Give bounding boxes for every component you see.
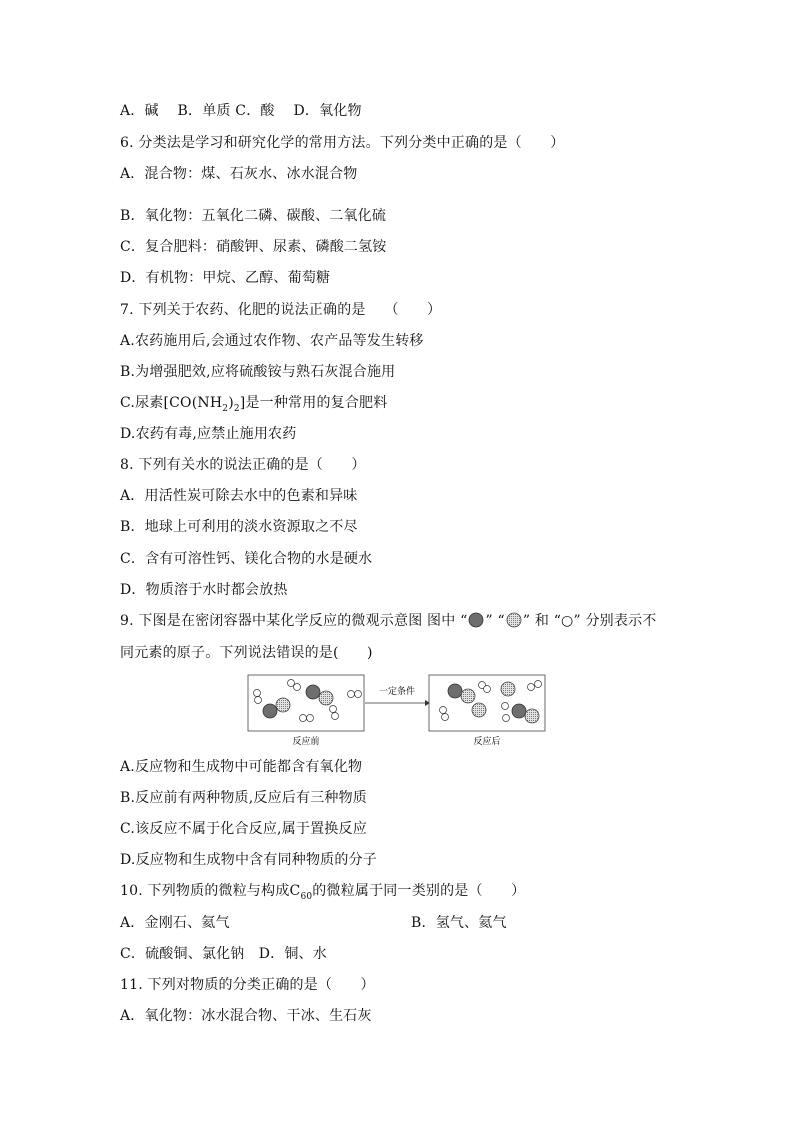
q10-text-a: 10. 下列物质的微粒与构成C [120, 883, 301, 899]
q10-text-b: 的微粒属于同一类别的是（ ） [312, 883, 526, 899]
q9-text-b: ” “ [485, 613, 505, 629]
q9-stem-line2: 同元素的原子。下列说法错误的是( ) [120, 645, 373, 661]
q6-option-d: D．有机物：甲烷、乙醇、葡萄糖 [120, 270, 331, 286]
q8-option-a: A．用活性炭可除去水中的色素和异味 [120, 488, 358, 504]
q9-option-b: B.反应前有两种物质,反应后有三种物质 [120, 790, 367, 806]
q7-c-sub: 2 [222, 403, 229, 414]
q9-option-d: D.反应物和生成物中含有同种物质的分子 [120, 852, 377, 868]
q7-c-text2: ) [228, 395, 234, 411]
q9-text-c: ” 和 “○” 分别表示不 [522, 613, 657, 629]
q9-text-a: 9. 下图是在密闭容器中某化学反应的微观示意图 图中 “ [120, 613, 468, 629]
reaction-arrow [365, 685, 430, 706]
after-label: 反应后 [473, 737, 501, 747]
q7-c-sub2: 2 [233, 403, 240, 414]
before-box [248, 675, 364, 731]
q7-option-a: A.农药施用后,会通过农作物、农产品等发生转移 [120, 333, 424, 349]
q10-stem [120, 881, 525, 907]
reaction-diagram [247, 672, 547, 752]
dark-atom-icon [467, 612, 485, 628]
q10-sub: 60 [300, 891, 313, 902]
q7-option-b: B.为增强肥效,应将硫酸铵与熟石灰混合施用 [120, 364, 396, 380]
q5-options: A．碱 B．单质 C．酸 D．氧化物 [120, 103, 362, 119]
q6-option-b: B．氧化物：五氧化二磷、碳酸、二氧化硫 [120, 208, 387, 224]
q7-c-text: C.尿素[CO(NH [120, 395, 223, 411]
q10-option-a: A．金刚石、氦气 [120, 915, 230, 931]
q7-option-d: D.农药有毒,应禁止施用农药 [120, 426, 297, 442]
q6-option-c: C．复合肥料：硝酸钾、尿素、磷酸二氢铵 [120, 239, 387, 255]
q7-option-c [120, 393, 387, 419]
hatched-atom-icon [505, 612, 523, 628]
q9-option-c: C.该反应不属于化合反应,属于置换反应 [120, 821, 367, 837]
q6-stem: 6. 分类法是学习和研究化学的常用方法。下列分类中正确的是（ ） [120, 135, 565, 151]
arrow-label: 一定条件 [378, 687, 416, 697]
q8-stem: 8. 下列有关水的说法正确的是（ ） [120, 457, 366, 473]
after-box [429, 675, 545, 731]
q8-option-c: C．含有可溶性钙、镁化合物的水是硬水 [120, 551, 373, 567]
q9-option-a: A.反应物和生成物中可能都含有氧化物 [120, 759, 363, 775]
q11-stem: 11. 下列对物质的分类正确的是（ ） [120, 977, 375, 993]
q7-c-tail: ]是一种常用的复合肥料 [239, 395, 388, 411]
q8-option-d: D．物质溶于水时都会放热 [120, 582, 288, 598]
before-label: 反应前 [292, 737, 320, 747]
q11-option-a: A．氧化物：冰水混合物、干冰、生石灰 [120, 1008, 372, 1024]
q6-option-a: A．混合物：煤、石灰水、冰水混合物 [120, 166, 358, 182]
q7-stem: 7. 下列关于农药、化肥的说法正确的是 （ ） [120, 302, 442, 318]
q10-option-b: B．氢气、氦气 [411, 915, 507, 931]
q8-option-b: B．地球上可利用的淡水资源取之不尽 [120, 519, 358, 535]
q10-option-cd: C．硫酸铜、氯化钠 D．铜、水 [120, 946, 327, 962]
q9-stem-line1 [120, 611, 656, 631]
